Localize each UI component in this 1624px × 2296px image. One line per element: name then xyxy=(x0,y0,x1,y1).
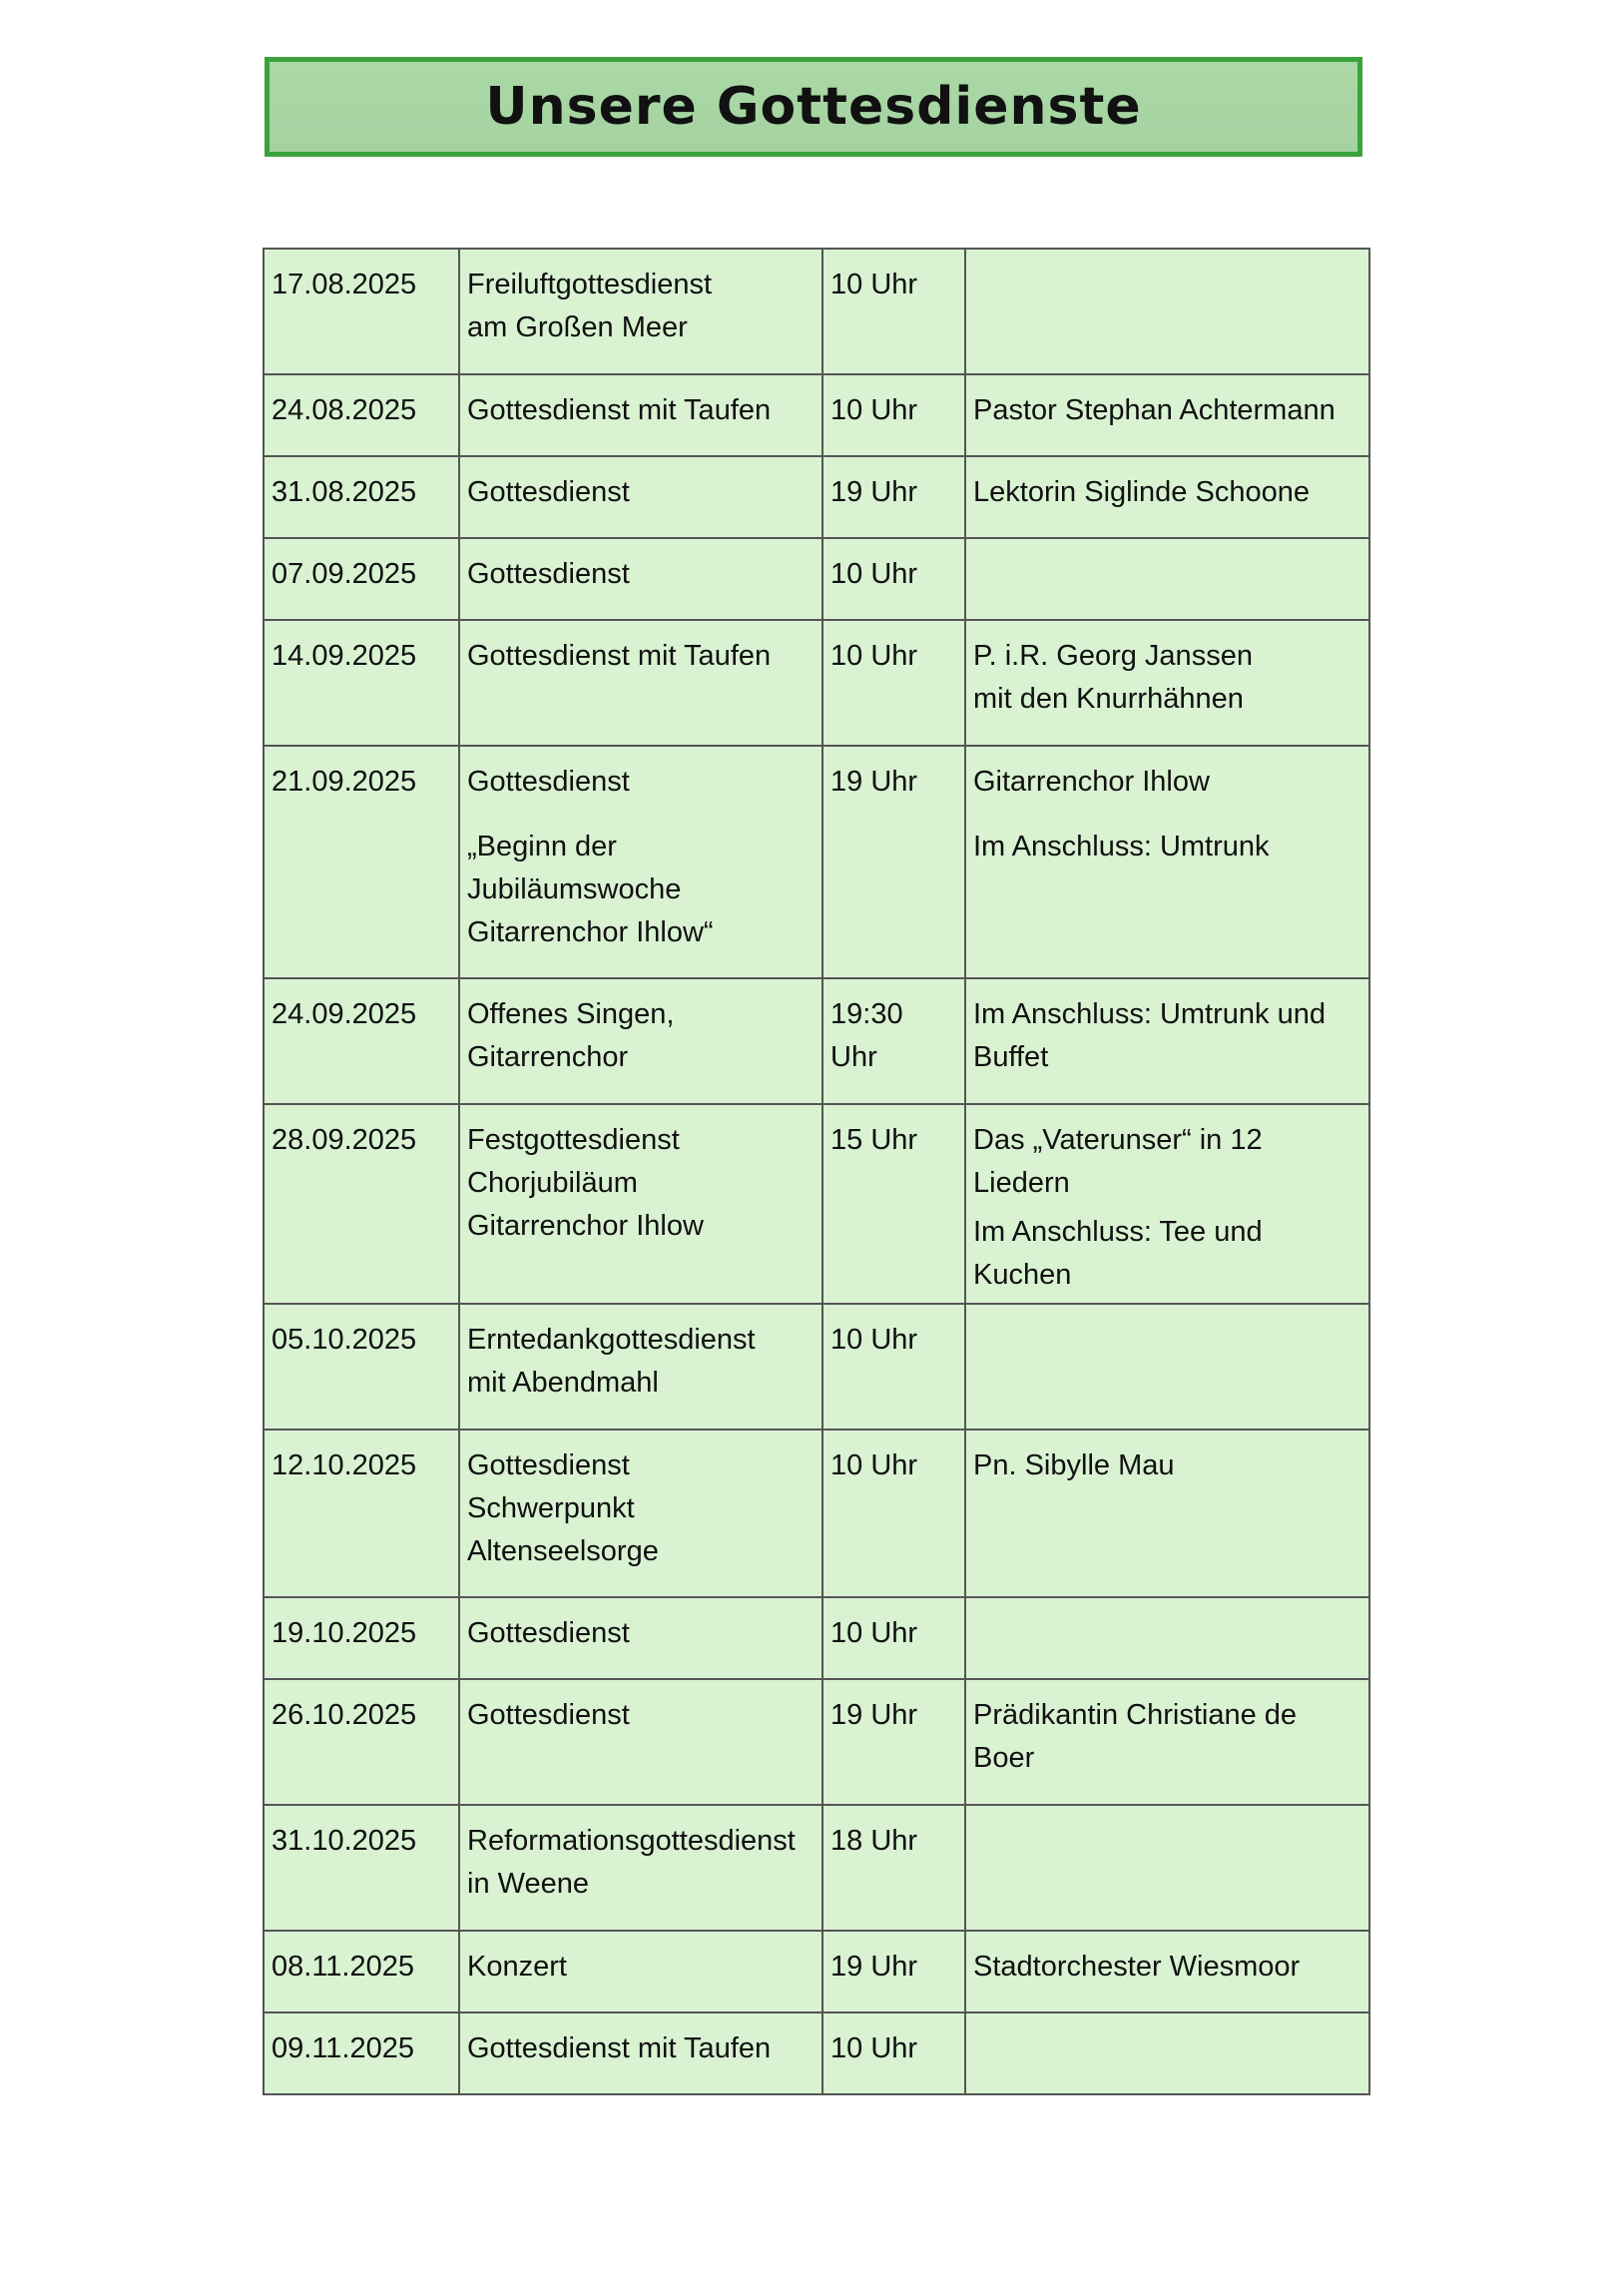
time-text: 19 Uhr xyxy=(830,1951,918,1983)
note-cell xyxy=(965,2012,1369,2094)
event-text: Gottesdienst xyxy=(467,1449,630,1481)
event-cell xyxy=(459,978,822,1104)
event-cell xyxy=(459,1597,822,1679)
table-row xyxy=(264,1805,1369,1931)
event-text: Chorjubiläum xyxy=(467,1167,638,1199)
event-text: Festgottesdienst xyxy=(467,1124,680,1156)
time-text: 10 Uhr xyxy=(830,558,918,590)
time-text: 18 Uhr xyxy=(830,1825,918,1857)
page-title: Unsere Gottesdienste xyxy=(485,77,1142,137)
note-cell xyxy=(965,1304,1369,1430)
table-row xyxy=(264,746,1369,978)
event-text: Gottesdienst mit Taufen xyxy=(467,2032,772,2064)
date-text: 24.08.2025 xyxy=(271,394,417,426)
date-cell xyxy=(264,1104,459,1304)
note-cell xyxy=(965,1597,1369,1679)
date-cell xyxy=(264,978,459,1104)
event-text: Schwerpunkt xyxy=(467,1492,635,1524)
event-text: Gottesdienst xyxy=(467,558,630,590)
note-text: Liedern xyxy=(973,1167,1070,1199)
note-cell xyxy=(965,456,1369,538)
table-row xyxy=(264,456,1369,538)
time-cell xyxy=(822,1430,965,1597)
date-cell xyxy=(264,620,459,746)
date-text: 14.09.2025 xyxy=(271,640,417,672)
event-cell xyxy=(459,374,822,456)
date-cell xyxy=(264,2012,459,2094)
note-text: Im Anschluss: Tee und xyxy=(973,1216,1263,1248)
time-cell xyxy=(822,2012,965,2094)
event-text: Freiluftgottesdienst xyxy=(467,269,713,300)
table-row xyxy=(264,374,1369,456)
date-text: 24.09.2025 xyxy=(271,998,417,1030)
table-row xyxy=(264,1931,1369,2012)
event-text: Gottesdienst xyxy=(467,1617,630,1649)
note-text: Buffet xyxy=(973,1041,1049,1073)
date-text: 12.10.2025 xyxy=(271,1449,417,1481)
note-text: mit den Knurrhähnen xyxy=(973,683,1244,715)
date-cell xyxy=(264,1805,459,1931)
note-cell xyxy=(965,620,1369,746)
table-row xyxy=(264,538,1369,620)
date-text: 31.10.2025 xyxy=(271,1825,417,1857)
note-cell xyxy=(965,1679,1369,1805)
date-cell xyxy=(264,746,459,978)
table-row xyxy=(264,620,1369,746)
time-text: 10 Uhr xyxy=(830,2032,918,2064)
event-text: in Weene xyxy=(467,1868,589,1900)
time-text: 10 Uhr xyxy=(830,394,918,426)
time-text: 19 Uhr xyxy=(830,766,918,798)
date-text: 17.08.2025 xyxy=(271,269,417,300)
time-cell xyxy=(822,978,965,1104)
time-text: 10 Uhr xyxy=(830,640,918,672)
note-text: Im Anschluss: Umtrunk und xyxy=(973,998,1326,1030)
event-text: Gitarrenchor Ihlow xyxy=(467,1210,704,1242)
event-cell xyxy=(459,1679,822,1805)
note-text: Im Anschluss: Umtrunk xyxy=(973,831,1270,862)
event-text: Gitarrenchor xyxy=(467,1041,629,1073)
date-text: 09.11.2025 xyxy=(271,2032,414,2064)
table-row xyxy=(264,978,1369,1104)
time-text: 19 Uhr xyxy=(830,1699,918,1731)
note-text: Pastor Stephan Achtermann xyxy=(973,394,1336,426)
time-cell xyxy=(822,456,965,538)
date-text: 21.09.2025 xyxy=(271,766,417,798)
event-text: Gottesdienst mit Taufen xyxy=(467,640,772,672)
table-row xyxy=(264,1430,1369,1597)
event-text: Gitarrenchor Ihlow“ xyxy=(467,916,714,948)
date-cell xyxy=(264,1931,459,2012)
table-row xyxy=(264,1597,1369,1679)
note-text: Lektorin Siglinde Schoone xyxy=(973,476,1310,508)
event-text: Gottesdienst xyxy=(467,476,630,508)
date-cell xyxy=(264,1597,459,1679)
event-text: „Beginn der xyxy=(467,831,617,862)
note-cell xyxy=(965,249,1369,374)
note-text: Prädikantin Christiane de xyxy=(973,1699,1298,1731)
time-text: 19 Uhr xyxy=(830,476,918,508)
time-text: 10 Uhr xyxy=(830,269,918,300)
event-text: Gottesdienst xyxy=(467,1699,630,1731)
event-text: mit Abendmahl xyxy=(467,1367,659,1399)
date-cell xyxy=(264,538,459,620)
table-row xyxy=(264,1304,1369,1430)
date-text: 19.10.2025 xyxy=(271,1617,417,1649)
event-text: Altenseelsorge xyxy=(467,1535,659,1567)
note-cell xyxy=(965,746,1369,978)
time-cell xyxy=(822,1805,965,1931)
note-cell xyxy=(965,1104,1369,1304)
event-cell xyxy=(459,249,822,374)
note-text: Kuchen xyxy=(973,1259,1072,1291)
note-cell xyxy=(965,538,1369,620)
event-text: Reformationsgottesdienst xyxy=(467,1825,796,1857)
time-text: 10 Uhr xyxy=(830,1449,918,1481)
note-cell xyxy=(965,1430,1369,1597)
note-text: Stadtorchester Wiesmoor xyxy=(973,1951,1301,1983)
time-cell xyxy=(822,538,965,620)
date-cell xyxy=(264,374,459,456)
time-cell xyxy=(822,374,965,456)
time-cell xyxy=(822,1104,965,1304)
event-cell xyxy=(459,746,822,978)
event-cell xyxy=(459,2012,822,2094)
date-cell xyxy=(264,456,459,538)
event-text: Gottesdienst xyxy=(467,766,630,798)
time-text: 10 Uhr xyxy=(830,1324,918,1356)
note-cell xyxy=(965,1931,1369,2012)
event-text: Jubiläumswoche xyxy=(467,873,682,905)
table-row xyxy=(264,1104,1369,1304)
note-text: Boer xyxy=(973,1742,1035,1774)
time-text: Uhr xyxy=(830,1041,877,1073)
time-text: 15 Uhr xyxy=(830,1124,918,1156)
date-cell xyxy=(264,1430,459,1597)
title-banner xyxy=(265,57,1362,157)
event-cell xyxy=(459,620,822,746)
table-row xyxy=(264,2012,1369,2094)
time-cell xyxy=(822,1931,965,2012)
event-cell xyxy=(459,538,822,620)
time-cell xyxy=(822,620,965,746)
note-text: Das „Vaterunser“ in 12 xyxy=(973,1124,1263,1156)
table-row xyxy=(264,249,1369,374)
date-text: 05.10.2025 xyxy=(271,1324,417,1356)
event-cell xyxy=(459,1104,822,1304)
date-text: 31.08.2025 xyxy=(271,476,417,508)
event-cell xyxy=(459,1430,822,1597)
time-cell xyxy=(822,1597,965,1679)
note-text: Gitarrenchor Ihlow xyxy=(973,766,1210,798)
note-text: P. i.R. Georg Janssen xyxy=(973,640,1253,672)
date-text: 07.09.2025 xyxy=(271,558,417,590)
date-cell xyxy=(264,249,459,374)
time-cell xyxy=(822,249,965,374)
date-text: 26.10.2025 xyxy=(271,1699,417,1731)
note-text: Pn. Sibylle Mau xyxy=(973,1449,1175,1481)
event-cell xyxy=(459,1805,822,1931)
note-cell xyxy=(965,978,1369,1104)
date-text: 08.11.2025 xyxy=(271,1951,414,1983)
time-cell xyxy=(822,1304,965,1430)
event-text: Offenes Singen, xyxy=(467,998,675,1030)
event-text: Konzert xyxy=(467,1951,567,1983)
date-cell xyxy=(264,1304,459,1430)
event-text: Gottesdienst mit Taufen xyxy=(467,394,772,426)
event-text: am Großen Meer xyxy=(467,311,688,343)
event-text: Erntedankgottesdienst xyxy=(467,1324,756,1356)
time-cell xyxy=(822,1679,965,1805)
note-cell xyxy=(965,1805,1369,1931)
table-row xyxy=(264,1679,1369,1805)
event-cell xyxy=(459,456,822,538)
event-cell xyxy=(459,1931,822,2012)
date-cell xyxy=(264,1679,459,1805)
time-text: 19:30 xyxy=(830,998,903,1030)
time-cell xyxy=(822,746,965,978)
date-text: 28.09.2025 xyxy=(271,1124,417,1156)
time-text: 10 Uhr xyxy=(830,1617,918,1649)
service-schedule-table xyxy=(263,248,1370,2095)
event-cell xyxy=(459,1304,822,1430)
note-cell xyxy=(965,374,1369,456)
